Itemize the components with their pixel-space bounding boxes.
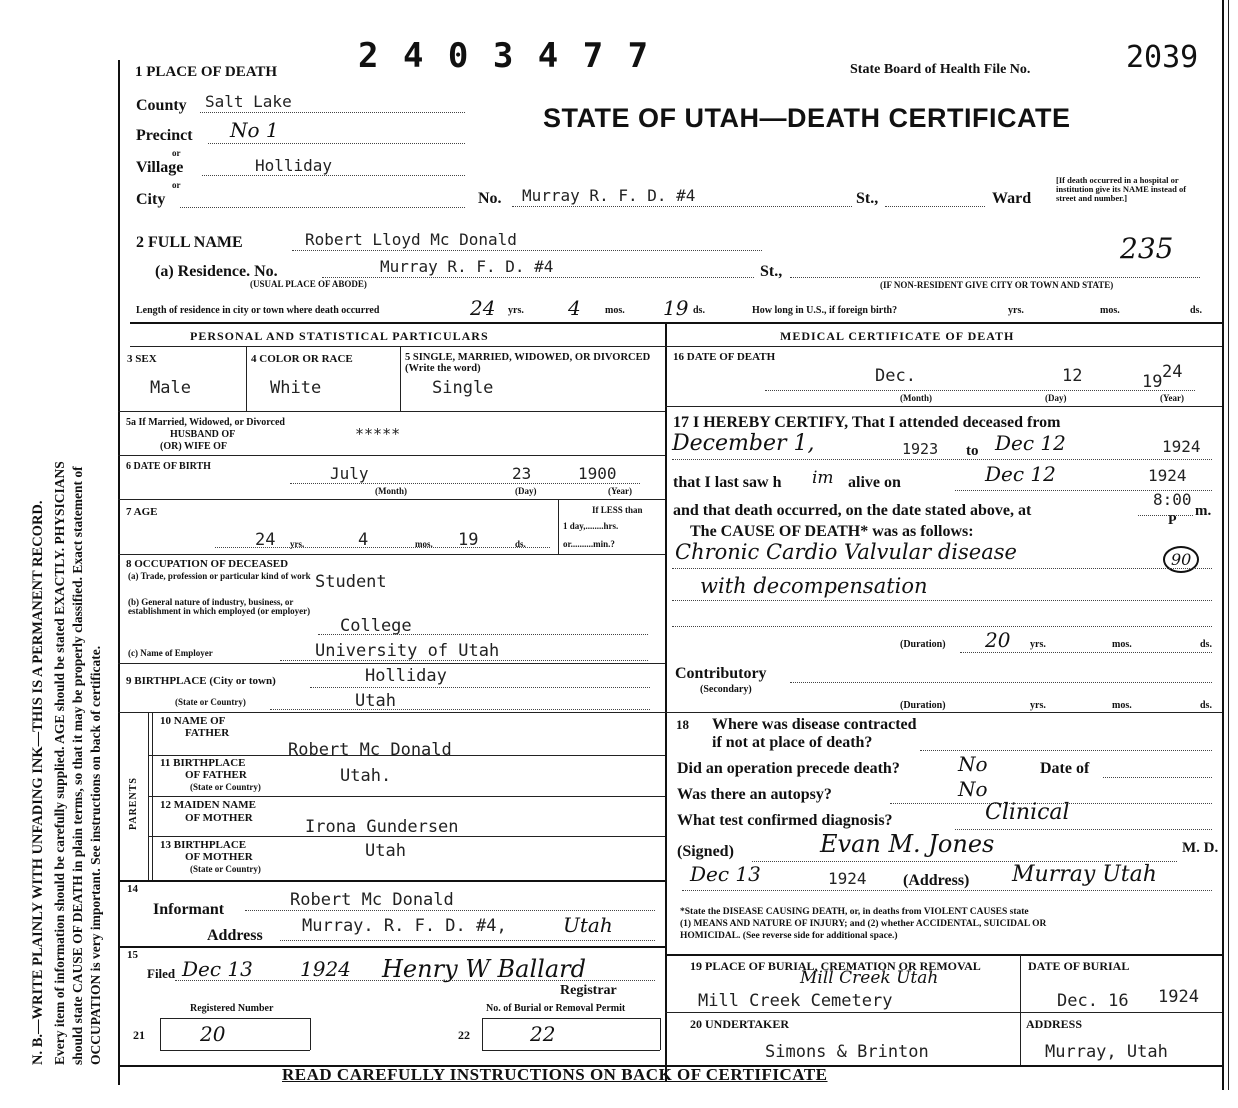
dod-day: 12 bbox=[1062, 366, 1083, 386]
contributory-line bbox=[790, 682, 1212, 683]
grid-line-after-parents bbox=[118, 880, 665, 882]
grid-line-after-birthplace bbox=[118, 712, 665, 713]
operation-value: No bbox=[958, 752, 988, 776]
marital-value: Single bbox=[432, 378, 494, 398]
nonres-note: (IF NON-RESIDENT GIVE CITY OR TOWN AND STATE) bbox=[880, 280, 1114, 290]
reg-box-bottom bbox=[160, 1050, 310, 1051]
grid-line-after-father bbox=[148, 755, 665, 756]
md-label: M. D. bbox=[1182, 840, 1219, 856]
no-label: No. bbox=[478, 190, 502, 207]
village-line bbox=[202, 175, 465, 176]
residence-st-line bbox=[790, 277, 1200, 278]
side-note-1: N. B.—WRITE PLAINLY WITH UNFADING INK—THIS IS A PERMANENT RECORD. bbox=[30, 500, 46, 1065]
mother-bp-label-3: (State or Country) bbox=[190, 864, 261, 874]
certify-to-date: Dec 12 bbox=[995, 431, 1066, 455]
full-name-value: Robert Lloyd Mc Donald bbox=[305, 230, 517, 249]
employer-line bbox=[280, 660, 648, 661]
q18-line-2: if not at place of death? bbox=[712, 734, 873, 751]
sex-label: 3 SEX bbox=[127, 353, 157, 365]
birthplace-label: 9 BIRTHPLACE (City or town) bbox=[126, 675, 276, 687]
file-no-label: State Board of Health File No. bbox=[850, 62, 1031, 77]
father-bp-label-1: 11 BIRTHPLACE bbox=[160, 757, 246, 769]
duration-2-yrs-unit: yrs. bbox=[1030, 700, 1046, 711]
signed-label: (Signed) bbox=[677, 843, 734, 860]
length-ds: 19 bbox=[663, 296, 689, 320]
length-label: Length of residence in city or town where death occurred bbox=[136, 305, 380, 316]
permit-box-top bbox=[482, 1018, 660, 1019]
certify-to-year: 1924 bbox=[1162, 437, 1201, 456]
length-yrs: 24 bbox=[470, 296, 496, 320]
employer-value: University of Utah bbox=[315, 641, 500, 661]
certificate-title: STATE OF UTAH—DEATH CERTIFICATE bbox=[543, 103, 1071, 133]
dob-year: 1900 bbox=[578, 464, 617, 483]
dod-year-cap: (Year) bbox=[1160, 393, 1184, 403]
dod-month: Dec. bbox=[875, 366, 916, 386]
precinct-value: No 1 bbox=[230, 118, 279, 142]
informant-line bbox=[245, 910, 655, 911]
precinct-line bbox=[208, 143, 465, 144]
duration-label: (Duration) bbox=[900, 639, 946, 650]
grid-v-color bbox=[400, 346, 401, 411]
registrar-signature: Henry W Ballard bbox=[382, 955, 586, 983]
cause-line-1: Chronic Cardio Valvular disease bbox=[675, 540, 1017, 564]
us-ds-unit: ds. bbox=[1190, 305, 1202, 316]
less-than-2: 1 day,........hrs. bbox=[563, 521, 619, 531]
age-yrs: 24 bbox=[255, 530, 276, 550]
reg-number-num: 21 bbox=[133, 1028, 145, 1042]
father-label-1: 10 NAME OF bbox=[160, 715, 226, 727]
address-value: Murray R. F. D. #4 bbox=[522, 186, 696, 205]
test-label: What test confirmed diagnosis? bbox=[677, 812, 893, 829]
father-bp-label-3: (State or Country) bbox=[190, 782, 261, 792]
registrar-label: Registrar bbox=[560, 983, 617, 998]
filed-number: 15 bbox=[127, 949, 138, 961]
village-label: Village bbox=[136, 159, 184, 176]
footnote-2: (1) MEANS AND NATURE OF INJURY; and (2) whether ACCIDENTAL, SUICIDAL OR bbox=[680, 919, 1047, 929]
grid-line-after-age bbox=[118, 554, 665, 555]
right-frame-2 bbox=[1228, 0, 1229, 1090]
dob-year-cap: (Year) bbox=[608, 486, 632, 496]
certify-label: 17 I HEREBY CERTIFY, That I attended deceased from bbox=[673, 414, 1061, 431]
father-bp-value: Utah. bbox=[340, 766, 392, 786]
age-line bbox=[215, 547, 550, 548]
reg-box-left bbox=[160, 1018, 161, 1050]
spouse-label-1: 5a If Married, Widowed, or Divorced bbox=[126, 417, 285, 428]
st-label: St., bbox=[856, 190, 879, 207]
duration-2-mos-unit: mos. bbox=[1112, 700, 1132, 711]
filed-date: Dec 13 bbox=[182, 957, 253, 981]
grid-v-sex bbox=[246, 346, 247, 411]
side-note-4: OCCUPATION is very important. See instructions on back of certificate. bbox=[88, 645, 103, 1065]
employer-label: (c) Name of Employer bbox=[128, 648, 213, 658]
death-occurred-label: and that death occurred, on the date stated above, at bbox=[673, 502, 1032, 519]
birthplace-state-label: (State or Country) bbox=[175, 697, 246, 707]
grid-line-after-dob bbox=[118, 499, 665, 500]
mother-bp-label-1: 13 BIRTHPLACE bbox=[160, 839, 247, 851]
signed-date: Dec 13 bbox=[690, 862, 761, 886]
reg-box-top bbox=[160, 1018, 310, 1019]
cause-line-3-rule bbox=[672, 626, 1212, 627]
residence-value: Murray R. F. D. #4 bbox=[380, 257, 554, 276]
less-than-3: or..........min.? bbox=[563, 539, 615, 549]
occupation-b-label: (b) General nature of industry, business, or establishment in which employed (or employer) bbox=[128, 597, 311, 616]
grid-line-after-occupation bbox=[118, 663, 665, 664]
last-saw-year: 1924 bbox=[1148, 466, 1187, 485]
physician-address-label: (Address) bbox=[903, 872, 970, 889]
q18-number: 18 bbox=[676, 717, 689, 732]
mother-label-2: OF MOTHER bbox=[185, 812, 253, 824]
county-line bbox=[200, 112, 465, 113]
operation-date-line bbox=[1103, 777, 1212, 778]
mother-label-1: 12 MAIDEN NAME bbox=[160, 799, 256, 811]
reg-number-value: 20 bbox=[200, 1022, 226, 1046]
dod-day-cap: (Day) bbox=[1045, 393, 1067, 403]
cause-line-1-rule bbox=[672, 568, 1212, 569]
spouse-value: ***** bbox=[355, 425, 401, 443]
undertaker-address: Murray, Utah bbox=[1045, 1042, 1168, 1062]
precinct-label: Precinct bbox=[136, 127, 193, 144]
occupation-label: 8 OCCUPATION OF DECEASED bbox=[126, 558, 289, 570]
father-bp-label-2: OF FATHER bbox=[185, 769, 247, 781]
grid-line-after-informant bbox=[118, 946, 665, 948]
burial-place: Mill Creek Cemetery bbox=[698, 991, 893, 1011]
less-than-1: If LESS than bbox=[592, 505, 643, 515]
permit-label: No. of Burial or Removal Permit bbox=[486, 1003, 626, 1014]
autopsy-label: Was there an autopsy? bbox=[677, 786, 832, 803]
address-line bbox=[512, 206, 852, 207]
file-no: 2039 bbox=[1126, 40, 1199, 75]
duration-line bbox=[960, 652, 1212, 653]
informant-number: 14 bbox=[127, 883, 138, 895]
medical-section-title: MEDICAL CERTIFICATE OF DEATH bbox=[780, 329, 1015, 343]
burial-date-label: DATE OF BURIAL bbox=[1028, 959, 1130, 973]
dob-day-cap: (Day) bbox=[515, 486, 537, 496]
secondary-label: (Secondary) bbox=[700, 684, 752, 695]
death-time: 8:00 bbox=[1153, 490, 1192, 509]
undertaker-value: Simons & Brinton bbox=[765, 1042, 929, 1062]
st-line bbox=[885, 206, 985, 207]
left-frame bbox=[118, 60, 120, 1085]
mother-bp-value: Utah bbox=[365, 841, 406, 861]
length-ds-unit: ds. bbox=[693, 305, 705, 316]
death-time-pm: P bbox=[1168, 513, 1177, 528]
personal-section-title: PERSONAL AND STATISTICAL PARTICULARS bbox=[190, 329, 489, 343]
permit-box-left bbox=[482, 1018, 483, 1050]
dob-month-cap: (Month) bbox=[375, 486, 407, 496]
county-label: County bbox=[136, 97, 187, 114]
undertaker-label: 20 UNDERTAKER bbox=[690, 1017, 790, 1031]
certify-to-label: to bbox=[966, 443, 979, 459]
city-line bbox=[180, 207, 465, 208]
certify-from-year: 1923 bbox=[902, 440, 939, 458]
dob-label: 6 DATE OF BIRTH bbox=[126, 461, 211, 472]
side-note-3: should state CAUSE OF DEATH in plain terms, so that it may be properly classified. Exact statement of bbox=[70, 466, 85, 1065]
color-label: 4 COLOR OR RACE bbox=[251, 353, 353, 365]
informant-address-line bbox=[280, 940, 655, 941]
footnote-1: *State the DISEASE CAUSING DEATH, or, in deaths from VIOLENT CAUSES state bbox=[680, 907, 1029, 917]
duration-2-label: (Duration) bbox=[900, 700, 946, 711]
test-value: Clinical bbox=[985, 800, 1070, 825]
permit-num: 22 bbox=[458, 1028, 470, 1042]
county-value: Salt Lake bbox=[205, 92, 292, 111]
informant-address-label: Address bbox=[207, 927, 263, 944]
side-note-2: Every item of information should be carefully supplied. AGE should be stated EXACTLY. PHYSICIANS bbox=[52, 461, 67, 1065]
q18-line-1: Where was disease contracted bbox=[712, 716, 917, 733]
cause-line-2: with decompensation bbox=[700, 574, 928, 598]
q18-line bbox=[920, 750, 1212, 751]
dod-label: 16 DATE OF DEATH bbox=[673, 351, 776, 363]
mother-value: Irona Gundersen bbox=[305, 817, 459, 837]
residence-st-label: St., bbox=[760, 263, 783, 280]
us-mos-unit: mos. bbox=[1100, 305, 1120, 316]
duration-yrs-unit: yrs. bbox=[1030, 639, 1046, 650]
reg-box-right bbox=[310, 1018, 311, 1050]
full-name-label: 2 FULL NAME bbox=[136, 234, 243, 251]
burial-place-label: 19 PLACE OF BURIAL, CREMATION OR REMOVAL bbox=[690, 959, 981, 973]
margin-number: 235 bbox=[1120, 232, 1174, 265]
industry-line bbox=[318, 634, 648, 635]
ward-label: Ward bbox=[992, 190, 1032, 207]
section-header-line bbox=[130, 346, 1222, 347]
cause-label: The CAUSE OF DEATH* was as follows: bbox=[690, 523, 974, 540]
or-text-2: or bbox=[172, 180, 181, 190]
alive-on-label: alive on bbox=[848, 474, 901, 491]
operation-label: Did an operation precede death? bbox=[677, 760, 900, 777]
city-label: City bbox=[136, 191, 166, 208]
last-saw-him: im bbox=[812, 468, 834, 488]
or-text-1: or bbox=[172, 148, 181, 158]
informant-address: Murray. R. F. D. #4, bbox=[302, 916, 507, 936]
duration-2-ds-unit: ds. bbox=[1200, 700, 1212, 711]
age-ds-unit: ds. bbox=[515, 539, 526, 549]
informant-address-state: Utah bbox=[563, 913, 613, 937]
us-label: How long in U.S., if foreign birth? bbox=[752, 305, 898, 316]
dod-year-prefix: 19 bbox=[1142, 372, 1163, 392]
place-of-death-label: 1 PLACE OF DEATH bbox=[135, 64, 278, 80]
grid-line-after-mother bbox=[148, 836, 665, 837]
grid-line-after-contributory bbox=[665, 712, 1222, 713]
burial-place-hw: Mill Creek Utah bbox=[800, 968, 939, 988]
footnote-3: HOMICIDAL. (See reverse side for additional space.) bbox=[680, 931, 898, 941]
industry-value: College bbox=[340, 616, 412, 636]
village-value: Holliday bbox=[255, 156, 333, 175]
age-ds: 19 bbox=[458, 530, 479, 550]
middle-divider bbox=[665, 322, 667, 1082]
grid-line-before-burial bbox=[665, 954, 1222, 956]
father-label-2: FATHER bbox=[185, 727, 230, 739]
dob-month: July bbox=[330, 464, 369, 483]
death-time-m: m. bbox=[1195, 503, 1212, 519]
birthplace-city-line bbox=[310, 687, 650, 688]
dob-day: 23 bbox=[512, 464, 532, 483]
informant-value: Robert Mc Donald bbox=[290, 890, 454, 910]
grid-v-age bbox=[558, 499, 559, 554]
grid-line-after-father-bp bbox=[148, 796, 665, 797]
residence-label: (a) Residence. No. bbox=[155, 263, 278, 280]
cause-line-2-rule bbox=[672, 600, 1212, 601]
filed-year: 1924 bbox=[300, 957, 351, 981]
usual-place-caption: (USUAL PLACE OF ABODE) bbox=[250, 279, 367, 289]
age-label: 7 AGE bbox=[126, 506, 158, 518]
undertaker-address-label: ADDRESS bbox=[1026, 1017, 1083, 1031]
stamp-number: 2 4 0 3 4 7 7 bbox=[358, 36, 651, 76]
filed-label: Filed bbox=[147, 966, 176, 981]
duration-ds-unit: ds. bbox=[1200, 639, 1212, 650]
dod-month-cap: (Month) bbox=[900, 393, 932, 403]
informant-label: Informant bbox=[153, 901, 225, 918]
grid-line-after-dod bbox=[665, 406, 1222, 407]
length-mos-unit: mos. bbox=[605, 305, 625, 316]
age-mos: 4 bbox=[358, 530, 369, 550]
death-time-line bbox=[1138, 515, 1193, 516]
birthplace-state: Utah bbox=[355, 691, 396, 711]
permit-box-right bbox=[660, 1018, 661, 1050]
dod-year: 24 bbox=[1162, 362, 1183, 382]
occupation-value: Student bbox=[315, 572, 387, 592]
last-saw-date: Dec 12 bbox=[985, 462, 1056, 486]
father-value: Robert Mc Donald bbox=[288, 740, 452, 760]
marital-label: 5 SINGLE, MARRIED, WIDOWED, OR DIVORCED (Write the word) bbox=[405, 352, 651, 374]
certify-from-date: December 1, bbox=[672, 431, 815, 456]
duration-mos-unit: mos. bbox=[1112, 639, 1132, 650]
filed-line bbox=[175, 980, 655, 981]
burial-divider bbox=[1020, 954, 1021, 1066]
permit-value: 22 bbox=[530, 1022, 556, 1046]
grid-line-after-burial-place bbox=[665, 1012, 1222, 1013]
certify-line bbox=[672, 459, 1212, 460]
permit-box-bottom bbox=[482, 1050, 660, 1051]
physician-address-line bbox=[682, 890, 1212, 891]
length-mos: 4 bbox=[568, 296, 581, 320]
dob-line bbox=[290, 483, 640, 484]
spouse-label-3: (OR) WIFE OF bbox=[160, 441, 228, 452]
last-saw-label: that I last saw h bbox=[673, 474, 782, 491]
burial-date: Dec. 16 bbox=[1057, 991, 1129, 1011]
age-yrs-unit: yrs. bbox=[290, 539, 305, 549]
length-yrs-unit: yrs. bbox=[508, 305, 524, 316]
autopsy-value: No bbox=[958, 777, 988, 801]
right-frame bbox=[1222, 0, 1224, 1090]
color-value: White bbox=[270, 378, 322, 398]
age-mos-unit: mos. bbox=[415, 539, 433, 549]
physician-signature: Evan M. Jones bbox=[820, 830, 995, 858]
residence-line bbox=[322, 277, 754, 278]
mother-bp-label-2: OF MOTHER bbox=[185, 851, 253, 863]
ward-note: [If death occurred in a hospital or institution give its NAME instead of street and number.] bbox=[1056, 175, 1187, 203]
burial-date-year: 1924 bbox=[1158, 987, 1199, 1007]
spouse-label-2: HUSBAND OF bbox=[170, 429, 236, 440]
signed-year: 1924 bbox=[828, 869, 867, 888]
us-yrs-unit: yrs. bbox=[1008, 305, 1024, 316]
birthplace-city: Holliday bbox=[365, 666, 447, 686]
sex-value: Male bbox=[150, 378, 191, 398]
contributory-label: Contributory bbox=[675, 665, 767, 682]
operation-date-label: Date of bbox=[1040, 760, 1090, 777]
reg-number-label: Registered Number bbox=[190, 1003, 274, 1014]
cause-code: 90 bbox=[1163, 546, 1199, 573]
grid-line-after-sex bbox=[118, 411, 665, 412]
occupation-a-label: (a) Trade, profession or particular kind of work bbox=[128, 571, 311, 581]
duration-yrs: 20 bbox=[985, 628, 1011, 652]
grid-line-after-spouse bbox=[118, 455, 665, 456]
full-name-line bbox=[292, 250, 762, 251]
birthplace-state-line bbox=[270, 709, 650, 710]
dod-line bbox=[765, 390, 1195, 391]
parents-label: PARENTS bbox=[128, 777, 139, 830]
physician-address: Murray Utah bbox=[1012, 862, 1157, 887]
grid-line-top bbox=[130, 322, 1222, 324]
footer-instructions: READ CAREFULLY INSTRUCTIONS ON BACK OF CERTIFICATE bbox=[282, 1065, 828, 1084]
